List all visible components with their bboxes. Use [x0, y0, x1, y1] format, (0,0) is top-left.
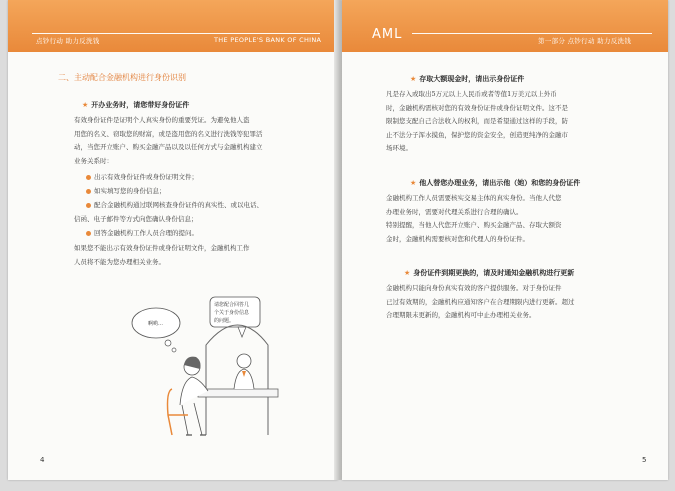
- aml-label: AML: [372, 27, 403, 42]
- bullet-continuation: 信函、电子邮件等方式向您确认身份信息；: [74, 215, 198, 223]
- book-spread: [8, 0, 668, 491]
- header-slogan: 点钞行动 助力反洗钱: [36, 37, 100, 45]
- bullet-item: 配合金融机构通过联网核查身份证件的真实性、或以电话、: [86, 200, 263, 209]
- bullet-item: 如实填写您的身份信息；: [86, 186, 166, 195]
- left-header-rule: [32, 33, 320, 34]
- heading-large-cash: ★ 存取大额现金时，请出示身份证件: [410, 75, 525, 83]
- right-header-rule: [412, 33, 652, 34]
- right-page: [342, 0, 668, 480]
- bullet-item: 出示有效身份证件或身份证明文件；: [86, 172, 198, 181]
- clerk-bubble-line: 个关于身份信息: [214, 310, 250, 316]
- heading-agent-business: ★ 他人替您办理业务，请出示他（她）和您的身份证件: [410, 179, 581, 187]
- bullet-dot-icon: [86, 203, 91, 208]
- header-part-label: 第一部分 点钞行动 助力反洗钱: [538, 37, 632, 45]
- bullet-dot-icon: [86, 231, 91, 236]
- star-icon: ★: [404, 269, 411, 277]
- customer-bubble-text: 啊哟…: [148, 321, 164, 327]
- paragraph-id-importance: 有效身份证件是证明个人真实身份的重要凭证。为避免他人盗 用您的名义、窃取您的财富，或是盗用您的名义进行洗钱等犯罪活 动，当您开立账户、购买金融产品以及以任何方式与金融机构建立 业务关系时：: [74, 116, 263, 165]
- paragraph-agent-business: 金融机构工作人员需要核实交易主体的真实身份。当他人代您 办理业务时，需要对代理关系进行合理的确认。 特别提醒，当他人代您开立账户、购买金融产品、存取大额资 金时，金融机构需要核对您和代理人的身份证件。: [386, 194, 562, 243]
- bullet-dot-icon: [86, 189, 91, 194]
- left-page: [8, 0, 338, 480]
- page-number: 5: [642, 456, 647, 464]
- paragraph-large-cash: 凡是存入或取出5万元以上人民币或者等值1万美元以上外币 时，金融机构需核对您的有效身份证件或身份证明文件。这不是 限制您支配自己合法收入的权利，而是希望通过这样的手段，防 止不法分子浑水摸鱼，保护您的资金安全，创造更纯净的金融市 场环境。: [386, 90, 568, 152]
- star-icon: ★: [410, 75, 417, 83]
- heading-bring-id: ★ 开办业务时，请您带好身份证件: [82, 101, 190, 109]
- paragraph-id-expiry: 金融机构只能向身份真实有效的客户提供服务。对于身份证件 已过有效期的，金融机构应通知客户在合理期限内进行更新。超过 合理期限未更新的，金融机构可中止办理相关业务。: [386, 284, 575, 319]
- header-bank-name: THE PEOPLE'S BANK OF CHINA: [214, 36, 322, 44]
- bullet-item: 回答金融机构工作人员合理的提问。: [86, 228, 198, 237]
- page-number: 4: [40, 456, 45, 464]
- bank-counter-illustration: [128, 285, 288, 445]
- star-icon: ★: [82, 101, 89, 109]
- section-title: 二、主动配合金融机构进行身份识别: [58, 73, 186, 82]
- clerk-bubble-line: 请您配合回答几: [214, 302, 250, 308]
- bullet-dot-icon: [86, 175, 91, 180]
- clerk-bubble-line: 的问题。: [214, 318, 235, 324]
- paragraph-no-id-warning: 如果您不能出示有效身份证件或身份证明文件，金融机构工作 人员将不能为您办理相关业务。: [74, 244, 250, 266]
- star-icon: ★: [410, 179, 417, 187]
- heading-id-expiry: ★ 身份证件到期更换的，请及时通知金融机构进行更新: [404, 269, 575, 277]
